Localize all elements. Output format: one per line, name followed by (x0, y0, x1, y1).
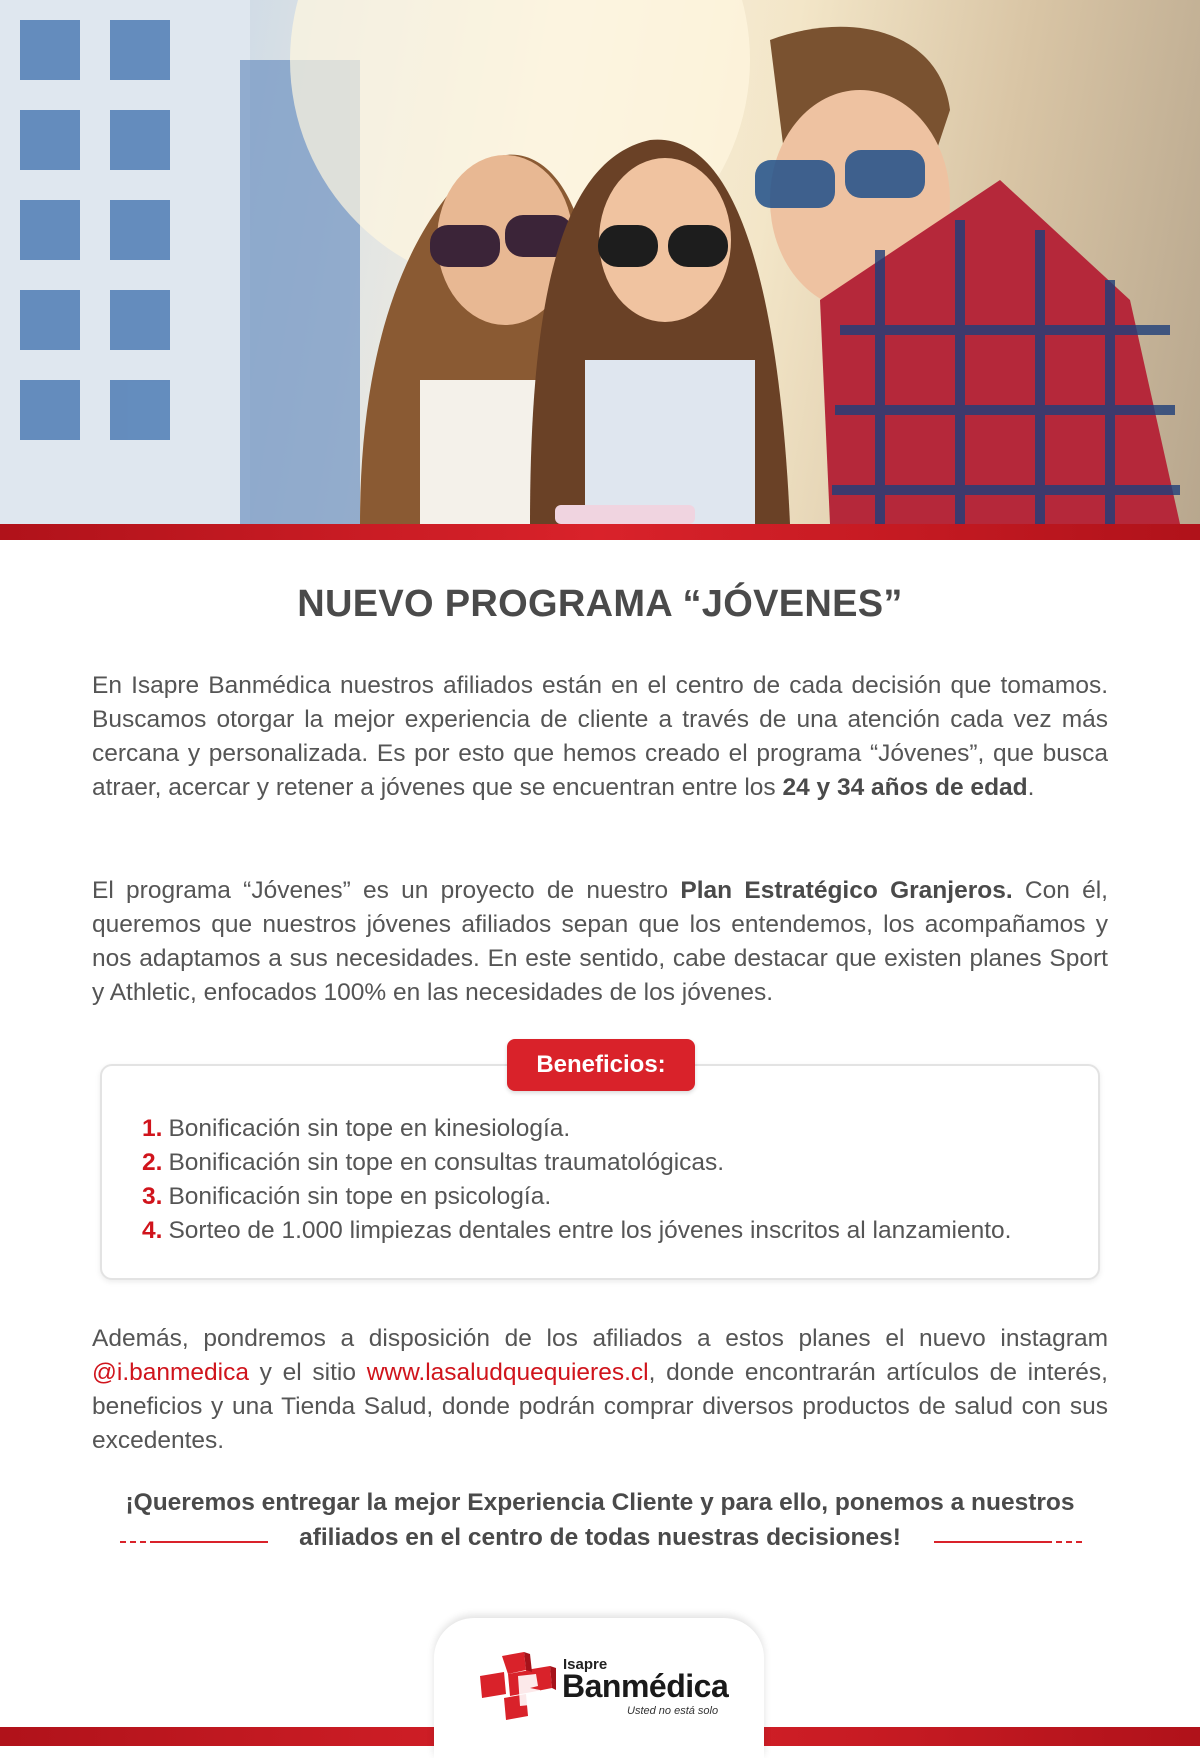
extra-text-1: Además, pondremos a disposición de los afiliados a estos planes el nuevo instagram (92, 1325, 1108, 1352)
closing-statement (100, 1485, 1100, 1555)
instagram-link[interactable]: @i.banmedica (92, 1359, 249, 1386)
closing-decor-left (118, 1541, 268, 1543)
program-plan-name: Plan Estratégico Granjeros. (680, 877, 1013, 904)
benefit-number: 2. (142, 1149, 163, 1176)
banmedica-cross-icon (474, 1650, 556, 1722)
website-link[interactable]: www.lasaludquequieres.cl (366, 1359, 649, 1386)
benefit-item (142, 1180, 1011, 1214)
benefit-text: Bonificación sin tope en kinesiología. (168, 1115, 571, 1142)
closing-decor-right (934, 1541, 1084, 1543)
benefit-number: 4. (142, 1217, 163, 1244)
closing-line-2: afiliados en el centro de todas nuestras decisiones! (299, 1524, 901, 1551)
benefit-item (142, 1112, 1011, 1146)
intro-age-range: 24 y 34 años de edad (782, 774, 1028, 801)
benefit-number: 1. (142, 1115, 163, 1142)
hero-divider-bar (0, 524, 1200, 540)
intro-text: En Isapre Banmédica nuestros afiliados están en el centro de cada decisión que tomamos. Buscamos otorgar la mejor experiencia de cliente a través de una atención cada vez más cercana y personalizada. Es por esto que hemos creado el programa “Jóvenes”, que busca atraer, acercar y retener a jóvenes que se encuentran entre los (92, 672, 1108, 801)
extra-text-2: y el sitio (248, 1359, 367, 1386)
intro-paragraph (92, 669, 1108, 805)
logo-isapre-text: Isapre (563, 1656, 608, 1673)
extra-paragraph (92, 1322, 1108, 1458)
benefit-number: 3. (142, 1183, 163, 1210)
program-text-start: El programa “Jóvenes” es un proyecto de nuestro (92, 877, 681, 904)
benefits-badge: Beneficios: (507, 1039, 695, 1091)
hero-photo (0, 0, 1200, 524)
program-paragraph (92, 874, 1108, 1010)
logo-banmedica-text: Banmédica (562, 1668, 729, 1704)
benefit-item (142, 1146, 1011, 1180)
closing-line-1: ¡Queremos entregar la mejor Experiencia Cliente y para ello, ponemos a nuestros (125, 1489, 1075, 1516)
hero-photo-illustration (0, 0, 1200, 524)
benefit-item (142, 1214, 1011, 1248)
extra-text-3: , donde encontrarán artículos de interés, beneficios y una Tienda Salud, donde podrán comprar diversos productos de salud con sus excedentes. (92, 1359, 1108, 1454)
logo-tagline: Usted no está solo (627, 1705, 719, 1717)
intro-end: . (1027, 774, 1035, 801)
benefits-list (142, 1112, 1011, 1248)
benefit-text: Sorteo de 1.000 limpiezas dentales entre los jóvenes inscritos al lanzamiento. (168, 1217, 1012, 1244)
page-title: NUEVO PROGRAMA “JÓVENES” (297, 583, 903, 625)
program-text-end: Con él, queremos que nuestros jóvenes afiliados sepan que los entendemos, los acompañamos y nos adaptamos a sus necesidades. En este sentido, cabe destacar que existen planes Sport y Athletic, enfocados 100% en las necesidades de los jóvenes. (92, 877, 1108, 1006)
benefit-text: Bonificación sin tope en psicología. (168, 1183, 552, 1210)
benefit-text: Bonificación sin tope en consultas traumatológicas. (168, 1149, 725, 1176)
